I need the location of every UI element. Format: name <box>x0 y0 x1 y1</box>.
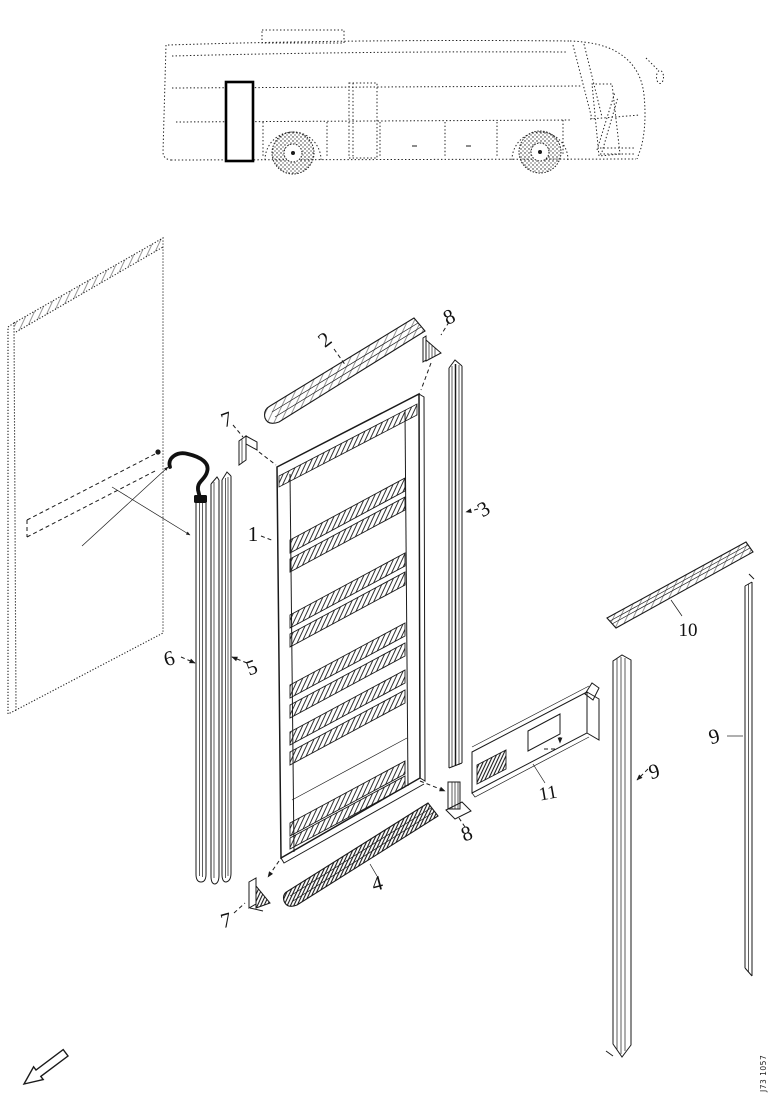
seal-strip-3 <box>449 360 462 768</box>
middle-door-outline <box>349 83 377 158</box>
door-cable <box>169 453 207 503</box>
body-opening-panel <box>8 238 190 714</box>
front-wheel <box>519 131 561 173</box>
roof-ac-unit <box>262 30 344 43</box>
bracket-7-bottom <box>249 878 270 911</box>
callout-8-top: 8 <box>439 303 459 330</box>
rear-wheel <box>272 132 314 174</box>
rail-10 <box>607 542 753 628</box>
direction-arrow-icon <box>24 1050 68 1084</box>
callout-11: 11 <box>537 781 559 806</box>
panel-top-edge-hatch <box>14 238 163 332</box>
highlighted-door-location <box>226 82 253 161</box>
bus-side-view <box>163 30 664 174</box>
bracket-8-bottom <box>446 782 471 819</box>
pillar-strip-9-left <box>606 655 631 1057</box>
callouts <box>161 304 722 934</box>
callout-7-top: 7 <box>217 406 236 433</box>
panel-cutout-left <box>477 750 506 784</box>
bracket-7-top <box>239 436 257 465</box>
trim-strip-6 <box>196 503 206 882</box>
callout-10: 10 <box>678 620 698 641</box>
leader-line <box>82 467 168 546</box>
callout-8-bottom: 8 <box>457 820 476 847</box>
callout-4: 4 <box>369 870 386 897</box>
leader-line <box>112 487 190 535</box>
pillar-strip-9-right <box>745 574 754 976</box>
mirror <box>646 58 664 84</box>
callout-9-left: 9 <box>646 758 663 785</box>
front-door-outline <box>592 84 636 156</box>
callout-3: 3 <box>472 495 495 522</box>
callout-1: 1 <box>247 522 259 546</box>
callout-7-bottom: 7 <box>218 907 235 934</box>
door-frame <box>277 394 425 863</box>
callout-5: 5 <box>242 654 261 681</box>
trim-strip-5a <box>211 477 219 884</box>
callout-2: 2 <box>313 326 337 353</box>
trim-strip-5b <box>222 472 231 882</box>
bracket-8-top <box>423 336 441 362</box>
callout-9-right: 9 <box>706 723 723 750</box>
drawing-ref: J73 1057 <box>759 1054 768 1092</box>
opening-slot <box>27 449 161 537</box>
windshield <box>573 44 640 119</box>
callout-6: 6 <box>161 645 178 672</box>
panel-cutout-right <box>528 714 560 751</box>
kick-panel-11 <box>472 683 599 797</box>
